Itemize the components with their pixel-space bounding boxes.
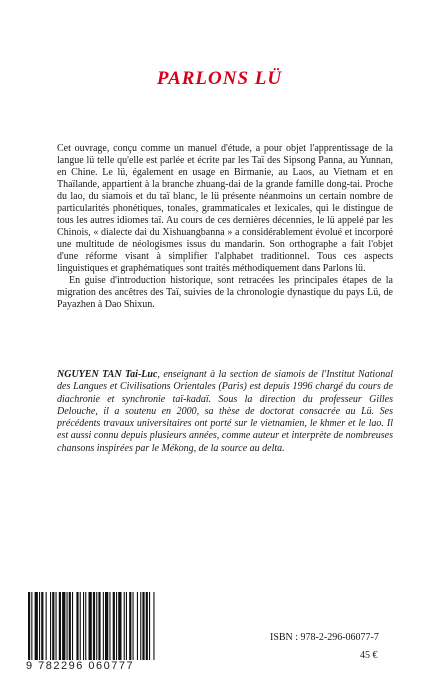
barcode-bar (140, 592, 141, 660)
barcode-bar (149, 592, 150, 660)
barcode-bar (146, 592, 148, 660)
barcode-bar (89, 592, 92, 660)
barcode-bar (129, 592, 131, 660)
barcode-bar (56, 592, 57, 660)
barcode-bar (80, 592, 81, 660)
barcode-bars (26, 592, 200, 660)
barcode-bar (52, 592, 54, 660)
barcode-bar (124, 592, 125, 660)
barcode-bar (31, 592, 32, 660)
barcode-bar (126, 592, 127, 660)
barcode-bar (103, 592, 104, 660)
book-description (57, 143, 393, 311)
author-bio-text: , enseignant à la section de siamois de l'Institut National des Langues et Civilisations Orientales (Paris) est depuis 1996 chargé du cours de diachronie et synchronie taï-kadaï. Sous la direction du professeur Gilles Delouche, il a soutenu en 2000, sa thèse de doctorat consacrée au Lü. Ses précédents travaux universitaires ont porté sur le vietnamien, le khmer et le lao. Il est aussi connu depuis plusieurs années, comme auteur et interprète de nombreuses chansons inspirées par le Mékong, de la source au delta. (57, 369, 393, 454)
author-bio (57, 369, 393, 455)
barcode-bar (50, 592, 51, 660)
barcode-bar (137, 592, 138, 660)
barcode-number: 9 782296 060777 (26, 660, 135, 672)
barcode-bar (41, 592, 43, 660)
barcode-image (26, 592, 200, 660)
barcode-bar (46, 592, 47, 660)
price-label: 45 € (360, 650, 378, 661)
barcode-bar (142, 592, 144, 660)
barcode-bar (118, 592, 121, 660)
barcode-bar (105, 592, 108, 660)
barcode-bar (133, 592, 134, 660)
barcode-bar (83, 592, 84, 660)
barcode-bar (35, 592, 38, 660)
barcode-bar (93, 592, 95, 660)
barcode-bar (67, 592, 68, 660)
barcode-bar (62, 592, 65, 660)
description-paragraph: En guise d'introduction historique, sont retracées les principales étapes de la migration des ancêtres des Taï, suivies de la chronologie dynastique du pays Lü, de Payazhen à Dao Shixun. (57, 275, 393, 310)
barcode-bar (113, 592, 115, 660)
barcode-bar (59, 592, 61, 660)
barcode-bar (39, 592, 40, 660)
barcode-bar (98, 592, 100, 660)
barcode-bar (85, 592, 86, 660)
description-paragraph: Cet ouvrage, conçu comme un manuel d'étude, a pour objet l'apprentissage de la langue lü telle qu'elle est parlée et écrite par les Taï des Sipsong Panna, au Yunnan, en Chine. Le lü, également en usage en Birmanie, au Laos, au Vietnam et en Thaïlande, appartient à la branche zhuang-dai de la grande famille dong-tai. Proche du lao, du siamois et du taï blanc, le lü présente néanmoins un certain nombre de particularités phonétiques, tonales, grammaticales et lexicales, qui le distingue de tous les autres idiomes taï. Au cours de ces dernières décennies, le lü appelé par les Chinois, « dialecte dai du Xishuangbanna » a considérablement évolué et incorporé une multitude de néologismes issus du mandarin. Son orthographe a fait l'objet d'une réforme visant à simplifier l'alphabet traditionnel. Tous ces aspects linguistiques et graphématiques sont traités méthodiquement dans Parlons lü. (57, 143, 393, 274)
barcode-bar (76, 592, 78, 660)
barcode-bar (28, 592, 30, 660)
author-name: NGUYEN TAN Tai-Luc (57, 369, 158, 380)
barcode-bar (153, 592, 154, 660)
barcode-bar (116, 592, 117, 660)
book-title: PARLONS LÜ (156, 68, 283, 89)
barcode-bar (109, 592, 110, 660)
isbn-label: ISBN : 978-2-296-06077-7 (270, 632, 379, 643)
barcode-bar (72, 592, 73, 660)
barcode-bar (69, 592, 71, 660)
barcode-bar (96, 592, 97, 660)
